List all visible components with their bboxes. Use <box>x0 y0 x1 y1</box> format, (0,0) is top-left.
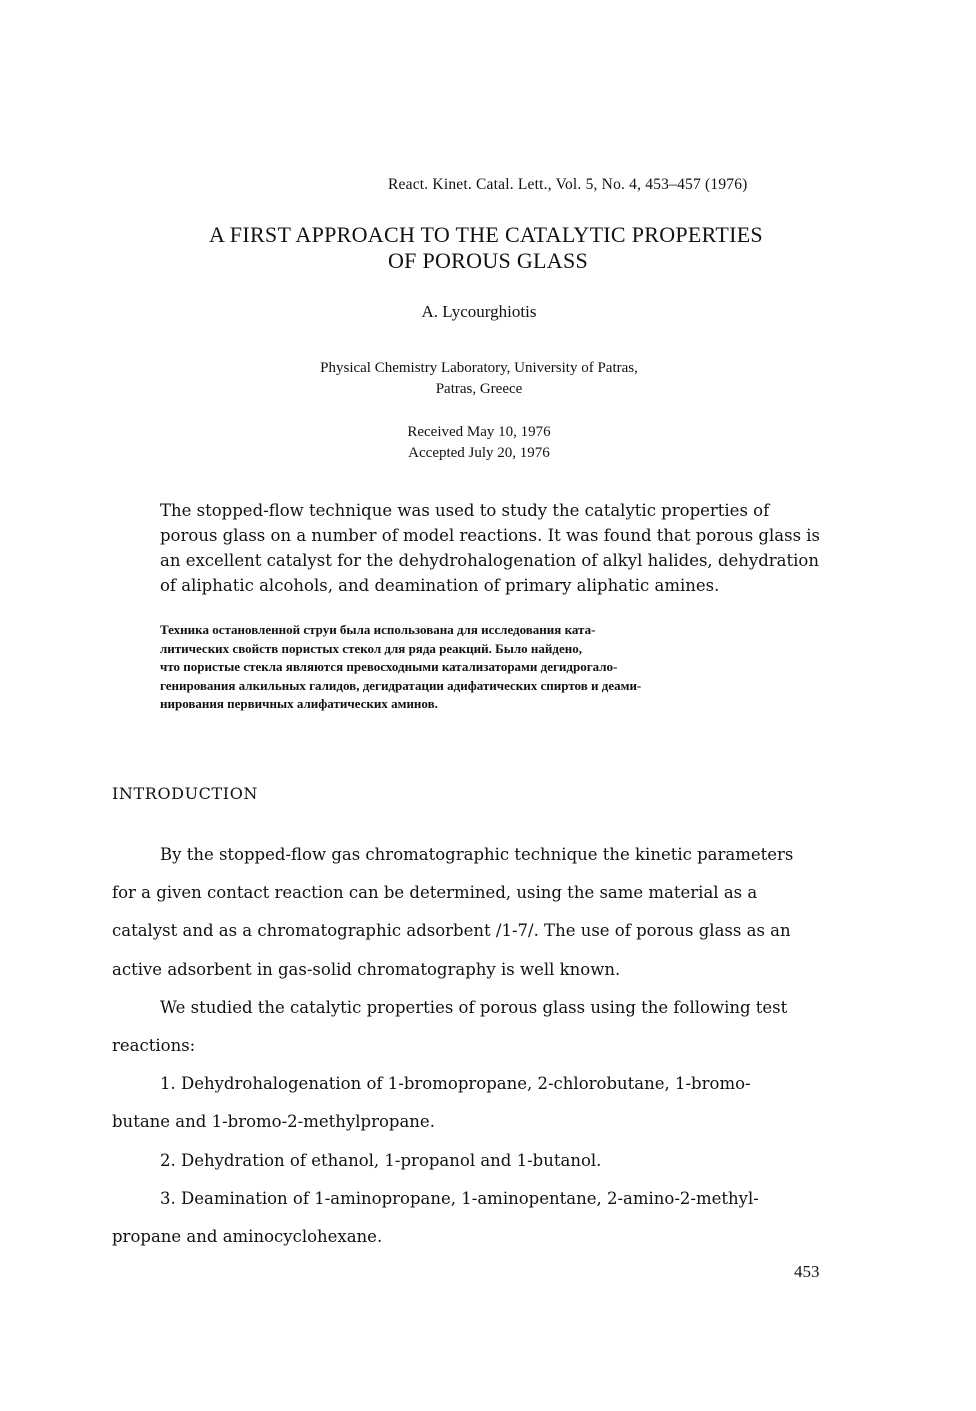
body-line: We studied the catalytic properties of porous glass using the following test <box>160 997 788 1017</box>
section-heading: INTRODUCTION <box>112 784 259 803</box>
journal-citation: React. Kinet. Catal. Lett., Vol. 5, No. 4, 453–457 (1976) <box>388 176 748 193</box>
affiliation-line-2: Patras, Greece <box>435 381 523 397</box>
abstract-russian <box>160 621 840 714</box>
author-name: A. Lycourghiotis <box>421 302 537 321</box>
body-line: catalyst and as a chromatographic adsorbent /1-7/. The use of porous glass as an <box>112 921 791 941</box>
abstract-en-line: The stopped-flow technique was used to study the catalytic properties of <box>160 501 770 520</box>
body-line: reactions: <box>112 1036 196 1056</box>
page-number: 453 <box>794 1262 820 1281</box>
abstract-ru-line: генирования алкильных галидов, дегидратации адифатических спиртов и деами- <box>160 677 642 693</box>
body-line: for a given contact reaction can be determined, using the same material as a <box>112 883 758 903</box>
body-line: By the stopped-flow gas chromatographic technique the kinetic parameters <box>160 845 794 864</box>
submission-dates <box>0 422 958 464</box>
body-line: butane and 1-bromo-2-methylpropane. <box>112 1112 435 1132</box>
paper-title <box>0 222 976 274</box>
accepted-date: Accepted July 20, 1976 <box>408 445 550 461</box>
received-date: Received May 10, 1976 <box>407 424 551 440</box>
list-item: 2. Dehydration of ethanol, 1-propanol and 1-butanol. <box>160 1150 602 1170</box>
list-item: 1. Dehydrohalogenation of 1-bromopropane, 2-chlorobutane, 1-bromo- <box>160 1074 751 1094</box>
affiliation <box>0 358 958 400</box>
affiliation-line-1: Physical Chemistry Laboratory, University of Patras, <box>320 360 638 376</box>
body-text <box>112 836 852 1256</box>
abstract-ru-line: нирования первичных алифатических аминов. <box>160 696 438 711</box>
abstract-ru-line: Техника остановленной струи была использована для исследования ката- <box>160 622 596 637</box>
title-line-2: OF POROUS GLASS <box>387 248 589 273</box>
list-item: 3. Deamination of 1-aminopropane, 1-aminopentane, 2-amino-2-methyl- <box>160 1188 759 1208</box>
abstract-en-line: of aliphatic alcohols, and deamination of primary aliphatic amines. <box>160 576 720 595</box>
abstract-ru-line: литических свойств пористых стекол для ряда реакций. Было найдено, <box>160 640 582 656</box>
body-line: propane and aminocyclohexane. <box>112 1227 383 1247</box>
abstract-ru-line: что пористые стекла являются превосходными катализаторами дегидрогало- <box>160 659 618 674</box>
abstract-en-line: an excellent catalyst for the dehydrohalogenation of alkyl halides, dehydration <box>160 551 819 570</box>
abstract-english <box>160 498 860 598</box>
body-line: active adsorbent in gas-solid chromatography is well known. <box>112 959 621 979</box>
title-line-1: A FIRST APPROACH TO THE CATALYTIC PROPERTIES <box>209 222 763 247</box>
abstract-en-line: porous glass on a number of model reactions. It was found that porous glass is <box>160 526 821 545</box>
